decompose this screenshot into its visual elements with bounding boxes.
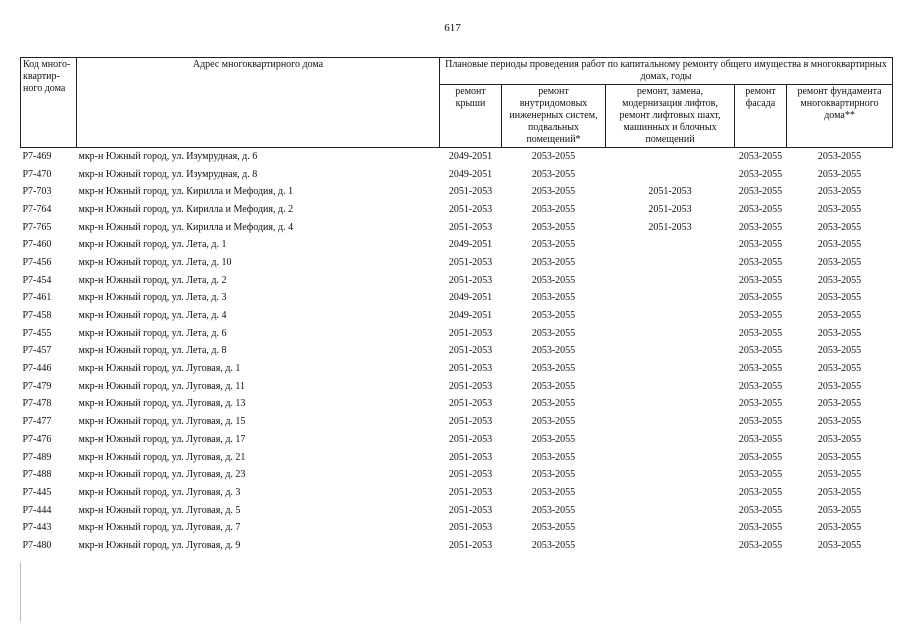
cell-facade: 2053-2055 [738, 539, 783, 551]
table-row [21, 431, 893, 449]
cell-code: Р7-470 [22, 168, 52, 180]
cell-facade: 2053-2055 [738, 150, 783, 162]
cell-roof: 2051-2053 [448, 363, 493, 375]
cell-code: Р7-478 [22, 398, 52, 410]
cell-address: мкр-н Южный город, ул. Луговая, д. 11 [78, 380, 246, 392]
table-row [21, 254, 893, 272]
cell-code: Р7-444 [22, 504, 52, 516]
table-row [21, 307, 893, 325]
cell-lifts: 2051-2053 [648, 203, 692, 215]
table-row [21, 537, 893, 555]
cell-lifts [606, 272, 735, 290]
cell-lifts: 2051-2053 [648, 221, 692, 233]
cell-engineering: 2053-2055 [531, 469, 576, 481]
cell-roof: 2051-2053 [448, 221, 493, 233]
cell-engineering: 2053-2055 [531, 292, 576, 304]
cell-roof: 2051-2053 [448, 274, 493, 286]
cell-code: Р7-460 [22, 239, 52, 251]
cell-lifts [606, 519, 735, 537]
table-row [21, 166, 893, 184]
cell-facade: 2053-2055 [738, 416, 783, 428]
table-row [21, 290, 893, 308]
cell-foundation: 2053-2055 [817, 539, 862, 551]
cell-lifts [606, 236, 735, 254]
cell-address: мкр-н Южный город, ул. Лета, д. 4 [78, 310, 227, 322]
table-row [21, 360, 893, 378]
cell-address: мкр-н Южный город, ул. Изумрудная, д. 8 [78, 168, 258, 180]
table-body [21, 148, 893, 555]
cell-foundation: 2053-2055 [817, 416, 862, 428]
cell-code: Р7-476 [22, 433, 52, 445]
cell-roof: 2051-2053 [448, 539, 493, 551]
cell-facade: 2053-2055 [738, 486, 783, 498]
cell-address: мкр-н Южный город, ул. Луговая, д. 23 [78, 469, 246, 481]
header-lifts: ремонт, замена, модернизация лифтов, ремонт лифтовых шахт, машинных и блочных помещений [606, 85, 735, 148]
cell-address: мкр-н Южный город, ул. Лета, д. 6 [78, 327, 227, 339]
cell-facade: 2053-2055 [738, 168, 783, 180]
cell-foundation: 2053-2055 [817, 239, 862, 251]
cell-lifts [606, 466, 735, 484]
cell-roof: 2051-2053 [448, 203, 493, 215]
cell-code: Р7-703 [22, 186, 52, 198]
header-periods: Плановые периоды проведения работ по капитальному ремонту общего имущества в многоквартирных домах, годы [440, 58, 893, 85]
cell-facade: 2053-2055 [738, 345, 783, 357]
cell-roof: 2051-2053 [448, 380, 493, 392]
header-code: Код много-квартир-ного дома [21, 58, 77, 148]
table-row [21, 343, 893, 361]
cell-code: Р7-477 [22, 416, 52, 428]
cell-code: Р7-479 [22, 380, 52, 392]
cell-engineering: 2053-2055 [531, 539, 576, 551]
cell-lifts [606, 449, 735, 467]
cell-facade: 2053-2055 [738, 451, 783, 463]
cell-roof: 2049-2051 [448, 310, 493, 322]
cell-code: Р7-445 [22, 486, 52, 498]
cell-foundation: 2053-2055 [817, 256, 862, 268]
cell-engineering: 2053-2055 [531, 433, 576, 445]
table-row [21, 466, 893, 484]
cell-address: мкр-н Южный город, ул. Кирилла и Мефодия, д. 2 [78, 203, 294, 215]
cell-lifts [606, 431, 735, 449]
cell-foundation: 2053-2055 [817, 292, 862, 304]
cell-roof: 2051-2053 [448, 345, 493, 357]
cell-foundation: 2053-2055 [817, 310, 862, 322]
header-address: Адрес многоквартирного дома [77, 58, 440, 148]
cell-roof: 2051-2053 [448, 469, 493, 481]
cell-lifts [606, 325, 735, 343]
cell-roof: 2051-2053 [448, 398, 493, 410]
cell-lifts [606, 502, 735, 520]
cell-facade: 2053-2055 [738, 186, 783, 198]
cell-lifts [606, 396, 735, 414]
cell-engineering: 2053-2055 [531, 310, 576, 322]
cell-address: мкр-н Южный город, ул. Луговая, д. 3 [78, 486, 241, 498]
cell-roof: 2051-2053 [448, 416, 493, 428]
cell-facade: 2053-2055 [738, 363, 783, 375]
cell-engineering: 2053-2055 [531, 327, 576, 339]
cell-facade: 2053-2055 [738, 203, 783, 215]
cell-lifts [606, 378, 735, 396]
cell-address: мкр-н Южный город, ул. Луговая, д. 15 [78, 416, 246, 428]
page-number: 617 [444, 22, 461, 34]
table-row [21, 519, 893, 537]
header-engineering: ремонт внутридомовых инженерных систем, подвальных помещений* [502, 85, 606, 148]
cell-foundation: 2053-2055 [817, 150, 862, 162]
cell-address: мкр-н Южный город, ул. Луговая, д. 9 [78, 539, 241, 551]
cell-roof: 2051-2053 [448, 433, 493, 445]
cell-lifts [606, 254, 735, 272]
cell-roof: 2049-2051 [448, 168, 493, 180]
cell-address: мкр-н Южный город, ул. Луговая, д. 1 [78, 363, 241, 375]
cell-facade: 2053-2055 [738, 522, 783, 534]
table-row [21, 272, 893, 290]
cell-foundation: 2053-2055 [817, 363, 862, 375]
repair-schedule-table [20, 57, 893, 555]
cell-lifts [606, 166, 735, 184]
cell-facade: 2053-2055 [738, 310, 783, 322]
cell-engineering: 2053-2055 [531, 363, 576, 375]
cell-code: Р7-446 [22, 363, 52, 375]
cell-engineering: 2053-2055 [531, 186, 576, 198]
cell-foundation: 2053-2055 [817, 221, 862, 233]
cell-engineering: 2053-2055 [531, 274, 576, 286]
cell-roof: 2051-2053 [448, 486, 493, 498]
cell-foundation: 2053-2055 [817, 433, 862, 445]
table-row [21, 201, 893, 219]
cell-roof: 2049-2051 [448, 239, 493, 251]
table-row [21, 183, 893, 201]
cell-roof: 2051-2053 [448, 504, 493, 516]
cell-roof: 2051-2053 [448, 327, 493, 339]
cell-facade: 2053-2055 [738, 433, 783, 445]
cell-foundation: 2053-2055 [817, 186, 862, 198]
cell-foundation: 2053-2055 [817, 168, 862, 180]
cell-facade: 2053-2055 [738, 239, 783, 251]
cell-facade: 2053-2055 [738, 256, 783, 268]
cell-facade: 2053-2055 [738, 398, 783, 410]
cell-roof: 2051-2053 [448, 186, 493, 198]
cell-address: мкр-н Южный город, ул. Лета, д. 8 [78, 345, 227, 357]
cell-facade: 2053-2055 [738, 469, 783, 481]
cell-engineering: 2053-2055 [531, 150, 576, 162]
cell-engineering: 2053-2055 [531, 256, 576, 268]
cell-address: мкр-н Южный город, ул. Кирилла и Мефодия, д. 4 [78, 221, 294, 233]
cell-foundation: 2053-2055 [817, 469, 862, 481]
cell-engineering: 2053-2055 [531, 451, 576, 463]
cell-foundation: 2053-2055 [817, 504, 862, 516]
cell-foundation: 2053-2055 [817, 327, 862, 339]
cell-code: Р7-458 [22, 310, 52, 322]
cell-address: мкр-н Южный город, ул. Лета, д. 10 [78, 256, 232, 268]
cell-lifts [606, 413, 735, 431]
cell-foundation: 2053-2055 [817, 274, 862, 286]
cell-address: мкр-н Южный город, ул. Луговая, д. 5 [78, 504, 241, 516]
cell-engineering: 2053-2055 [531, 504, 576, 516]
cell-code: Р7-443 [22, 522, 52, 534]
cell-foundation: 2053-2055 [817, 522, 862, 534]
cell-code: Р7-456 [22, 256, 52, 268]
cell-lifts [606, 343, 735, 361]
cell-address: мкр-н Южный город, ул. Луговая, д. 21 [78, 451, 246, 463]
cell-address: мкр-н Южный город, ул. Изумрудная, д. 6 [78, 150, 258, 162]
cell-roof: 2051-2053 [448, 451, 493, 463]
cell-facade: 2053-2055 [738, 292, 783, 304]
cell-code: Р7-488 [22, 469, 52, 481]
cell-address: мкр-н Южный город, ул. Луговая, д. 17 [78, 433, 246, 445]
cell-facade: 2053-2055 [738, 274, 783, 286]
cell-engineering: 2053-2055 [531, 168, 576, 180]
cell-code: Р7-454 [22, 274, 52, 286]
cell-code: Р7-765 [22, 221, 52, 233]
table-row [21, 396, 893, 414]
margin-line [20, 562, 21, 622]
cell-roof: 2051-2053 [448, 256, 493, 268]
table-row [21, 413, 893, 431]
header-facade: ремонт фасада [735, 85, 787, 148]
cell-code: Р7-457 [22, 345, 52, 357]
table-row [21, 148, 893, 166]
cell-foundation: 2053-2055 [817, 380, 862, 392]
cell-address: мкр-н Южный город, ул. Кирилла и Мефодия, д. 1 [78, 186, 294, 198]
cell-code: Р7-469 [22, 150, 52, 162]
cell-lifts [606, 148, 735, 166]
cell-foundation: 2053-2055 [817, 451, 862, 463]
cell-engineering: 2053-2055 [531, 398, 576, 410]
cell-facade: 2053-2055 [738, 380, 783, 392]
cell-code: Р7-461 [22, 292, 52, 304]
cell-address: мкр-н Южный город, ул. Луговая, д. 7 [78, 522, 241, 534]
cell-lifts [606, 290, 735, 308]
cell-engineering: 2053-2055 [531, 522, 576, 534]
cell-lifts: 2051-2053 [648, 186, 692, 198]
cell-address: мкр-н Южный город, ул. Луговая, д. 13 [78, 398, 246, 410]
cell-engineering: 2053-2055 [531, 486, 576, 498]
table-row [21, 378, 893, 396]
table-row [21, 449, 893, 467]
cell-engineering: 2053-2055 [531, 345, 576, 357]
table-header [21, 58, 893, 148]
cell-engineering: 2053-2055 [531, 203, 576, 215]
cell-engineering: 2053-2055 [531, 380, 576, 392]
table-row [21, 502, 893, 520]
cell-foundation: 2053-2055 [817, 486, 862, 498]
cell-roof: 2049-2051 [448, 292, 493, 304]
cell-address: мкр-н Южный город, ул. Лета, д. 3 [78, 292, 227, 304]
cell-code: Р7-480 [22, 539, 52, 551]
cell-facade: 2053-2055 [738, 504, 783, 516]
cell-lifts [606, 484, 735, 502]
table-row [21, 219, 893, 237]
cell-lifts [606, 307, 735, 325]
cell-code: Р7-764 [22, 203, 52, 215]
cell-facade: 2053-2055 [738, 327, 783, 339]
cell-foundation: 2053-2055 [817, 345, 862, 357]
header-roof: ремонт крыши [440, 85, 502, 148]
cell-engineering: 2053-2055 [531, 416, 576, 428]
cell-foundation: 2053-2055 [817, 203, 862, 215]
cell-engineering: 2053-2055 [531, 221, 576, 233]
header-foundation: ремонт фундамента многоквартирного дома** [787, 85, 893, 148]
cell-lifts [606, 537, 735, 555]
cell-code: Р7-455 [22, 327, 52, 339]
cell-roof: 2051-2053 [448, 522, 493, 534]
cell-foundation: 2053-2055 [817, 398, 862, 410]
cell-lifts [606, 360, 735, 378]
cell-engineering: 2053-2055 [531, 239, 576, 251]
table-row [21, 484, 893, 502]
table-row [21, 236, 893, 254]
cell-address: мкр-н Южный город, ул. Лета, д. 2 [78, 274, 227, 286]
cell-facade: 2053-2055 [738, 221, 783, 233]
cell-roof: 2049-2051 [448, 150, 493, 162]
cell-address: мкр-н Южный город, ул. Лета, д. 1 [78, 239, 227, 251]
table-row [21, 325, 893, 343]
cell-code: Р7-489 [22, 451, 52, 463]
